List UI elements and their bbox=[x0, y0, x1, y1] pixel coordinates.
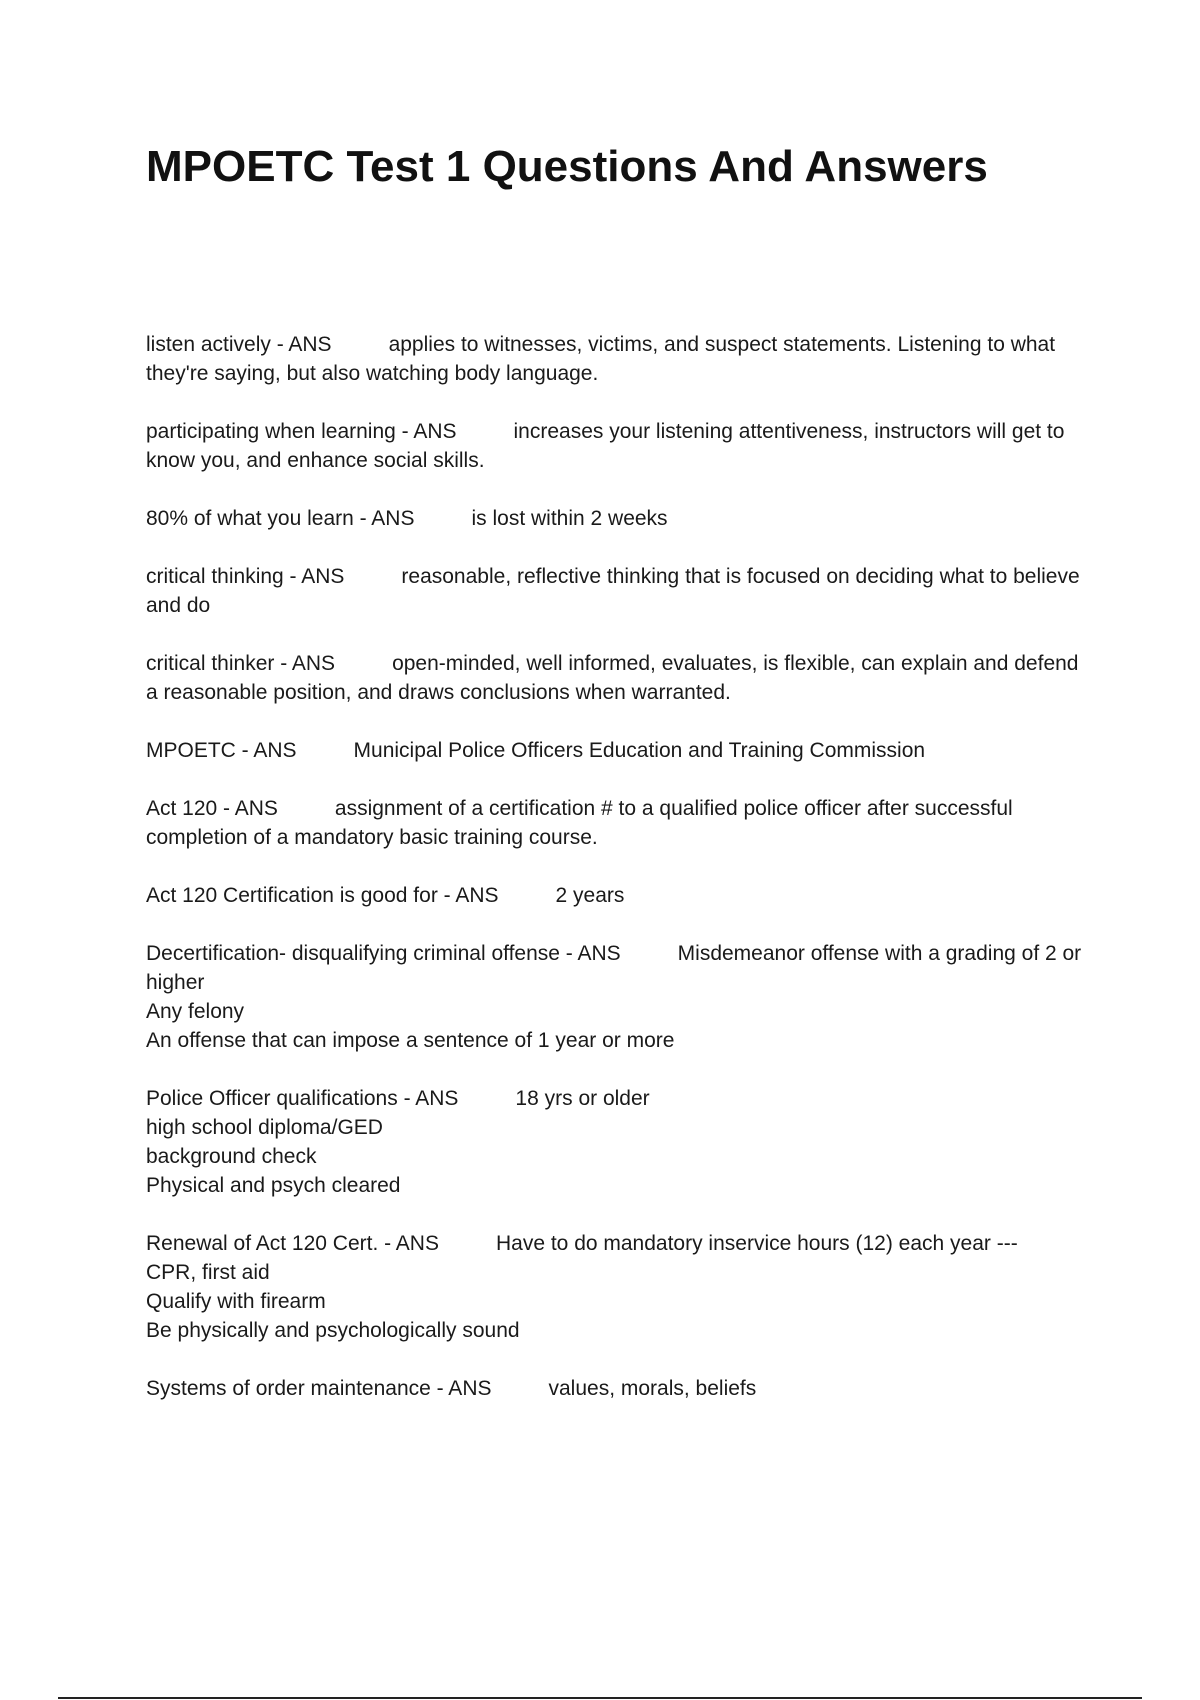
qa-answer: Municipal Police Officers Education and Training Commission bbox=[353, 739, 926, 762]
qa-answer-extra-line: CPR, first aid bbox=[146, 1261, 270, 1284]
qa-answer-extra-line: An offense that can impose a sentence of 1 year or more bbox=[146, 1029, 675, 1052]
qa-first-line bbox=[146, 1229, 1086, 1258]
qa-first-line bbox=[146, 504, 1086, 533]
qa-item bbox=[146, 1084, 1086, 1200]
qa-answer: values, morals, beliefs bbox=[548, 1377, 757, 1400]
qa-first-line bbox=[146, 794, 1086, 852]
qa-item bbox=[146, 881, 1086, 910]
document-title: MPOETC Test 1 Questions And Answers bbox=[146, 142, 988, 191]
qa-item bbox=[146, 794, 1086, 852]
qa-first-line bbox=[146, 649, 1086, 707]
qa-answer-extra-line: Be physically and psychologically sound bbox=[146, 1319, 520, 1342]
qa-item bbox=[146, 562, 1086, 620]
qa-answer-extra-line: Physical and psych cleared bbox=[146, 1174, 401, 1197]
qa-item bbox=[146, 939, 1086, 1055]
qa-answer: open-minded, well informed, evaluates, is flexible, can explain and defend a reasonable position, and draws conclusions when warranted. bbox=[146, 652, 1079, 704]
qa-answer-extra-line: Qualify with firearm bbox=[146, 1290, 326, 1313]
qa-first-line bbox=[146, 1084, 1086, 1113]
qa-term: Act 120 Certification is good for - ANS bbox=[146, 884, 499, 907]
qa-item bbox=[146, 1374, 1086, 1403]
qa-item bbox=[146, 504, 1086, 533]
qa-term: Systems of order maintenance - ANS bbox=[146, 1377, 492, 1400]
qa-term: critical thinking - ANS bbox=[146, 565, 345, 588]
qa-answer-extra-line: Any felony bbox=[146, 1000, 245, 1023]
qa-first-line bbox=[146, 939, 1086, 997]
qa-item bbox=[146, 1229, 1086, 1345]
qa-answer: Misdemeanor offense with a grading of 2 or higher bbox=[146, 942, 1082, 994]
qa-term: Police Officer qualifications - ANS bbox=[146, 1087, 459, 1110]
qa-term: Renewal of Act 120 Cert. - ANS bbox=[146, 1232, 439, 1255]
page-bottom-divider bbox=[58, 1697, 1142, 1699]
qa-answer: increases your listening attentiveness, instructors will get to know you, and enhance social skills. bbox=[146, 420, 1065, 472]
qa-answer-extra-line: high school diploma/GED bbox=[146, 1116, 383, 1139]
qa-term: Act 120 - ANS bbox=[146, 797, 278, 820]
qa-answer: reasonable, reflective thinking that is focused on deciding what to believe and do bbox=[146, 565, 1080, 617]
qa-first-line bbox=[146, 562, 1086, 620]
qa-term: 80% of what you learn - ANS bbox=[146, 507, 415, 530]
qa-first-line bbox=[146, 736, 1086, 765]
qa-answer: applies to witnesses, victims, and suspect statements. Listening to what they're saying, but also watching body language. bbox=[146, 333, 1056, 385]
qa-term: MPOETC - ANS bbox=[146, 739, 297, 762]
qa-first-line bbox=[146, 1374, 1086, 1403]
qa-list bbox=[146, 330, 1086, 1432]
qa-first-line bbox=[146, 881, 1086, 910]
qa-answer: assignment of a certification # to a qualified police officer after successful completion of a mandatory basic training course. bbox=[146, 797, 1013, 849]
qa-term: Decertification- disqualifying criminal offense - ANS bbox=[146, 942, 621, 965]
qa-item bbox=[146, 736, 1086, 765]
qa-answer: Have to do mandatory inservice hours (12) each year --- bbox=[495, 1232, 1018, 1255]
qa-answer: 18 yrs or older bbox=[515, 1087, 650, 1110]
qa-answer: is lost within 2 weeks bbox=[471, 507, 668, 530]
qa-term: critical thinker - ANS bbox=[146, 652, 336, 675]
qa-item bbox=[146, 649, 1086, 707]
qa-first-line bbox=[146, 417, 1086, 475]
qa-answer: 2 years bbox=[555, 884, 625, 907]
qa-item bbox=[146, 330, 1086, 388]
qa-answer-extra-line: background check bbox=[146, 1145, 317, 1168]
qa-first-line bbox=[146, 330, 1086, 388]
qa-item bbox=[146, 417, 1086, 475]
qa-term: listen actively - ANS bbox=[146, 333, 332, 356]
qa-term: participating when learning - ANS bbox=[146, 420, 457, 443]
